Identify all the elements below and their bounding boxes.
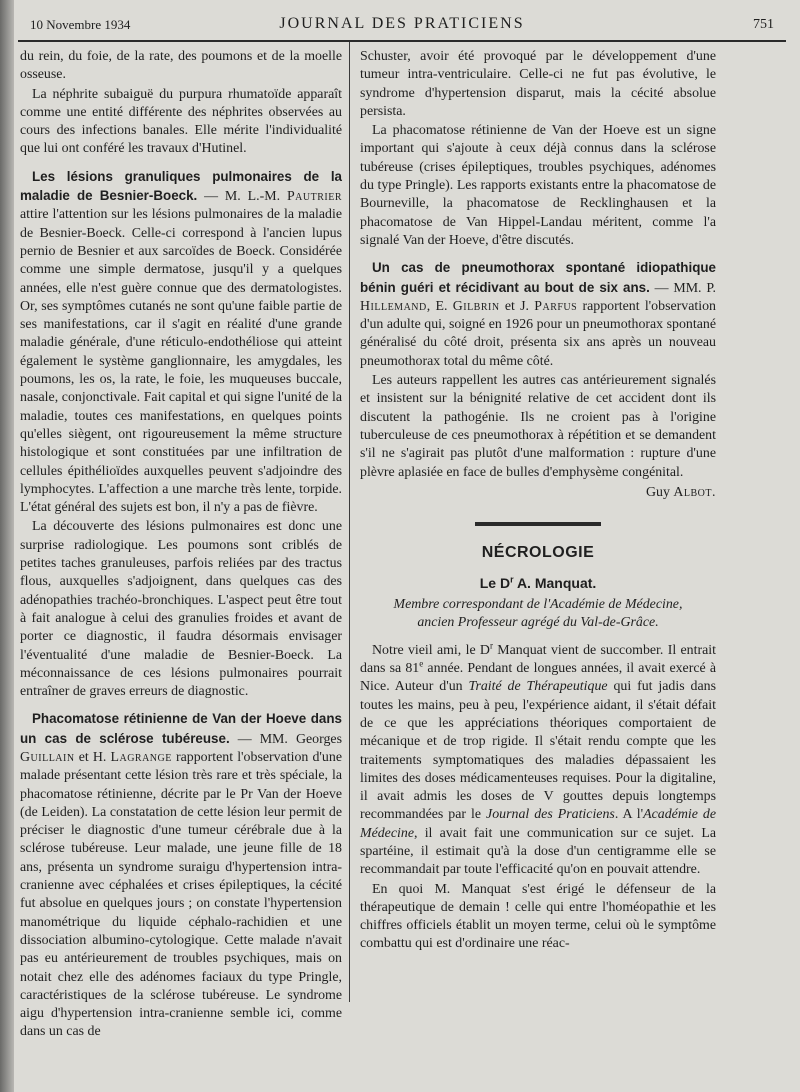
obituary-subtitle: Membre correspondant de l'Académie de Médecine, ancien Professeur agrégé du Val-de-Grâce. [393,596,683,630]
column-divider [349,42,350,1002]
article-phacomatose: Phacomatose rétinienne de Van der Hoeve dans un cas de sclérose tubéreuse. — MM. Georges Guillain et H. Lagrange rapportent l'observation d'une malade présentant cette lésion très rare et très spéciale, la phacomatose rétinienne, décrite par le Pr Van der Hoeve (de Leiden). La constatation de cette lésion leur permit de préciser le diagnostic d'une tumeur cérébrale due à la sclérose tubéreuse. Leur malade, une jeune fille de 18 ans, présenta un syndrome suraigu d'hypertension intra-cranienne avec céphalées et crises épileptiques, la cécité fut absolue en quelques jours ; on constate l'hypertension manométrique du liquide céphalo-rachidien et une dissociation albumino-cytologique. Cette malade n'avait pas eu antérieurement de troubles psychiques, mais on notait chez elle des adénomes faciaux du type Pringle, caractéristiques de la sclérose tubéreuse. Le syndrome aigu d'hypertension intra-cranienne semble ici, comme dans un cas de [20,711,342,1040]
author-name: Hillemand [360,298,427,314]
header-rule [18,40,786,42]
author-name: Guillain [20,749,75,765]
author-name: Lagrange [110,749,172,765]
article-pneumothorax: Un cas de pneumothorax spontané idiopathique bénin guéri et récidivant au bout de six ans. — MM. P. Hillemand, E. Gilbrin et J. Parfus rapportent l'observation d'un adulte qui, soigné en 1926 pour un pneumothorax spontané généralisé du côté droit, présenta six ans après un nouveau pneumothorax total du même côté. [360,260,716,369]
article-heading: Un cas de pneumothorax spontané idiopathique bénin guéri et récidivant au bout de six ans. [360,260,716,295]
page-number: 751 [753,17,774,32]
right-column [360,48,716,954]
paragraph: La découverte des lésions pulmonaires est donc une surprise radiologique. Les poumons sont criblés de petites taches granuleuses, parfois reliées par des tractus flous, auxquelles s'adjoignent, dans quelques cas des adénopathies trachéo-bronchiques. L'aspect peut être tout à fait analogue à celui des granulies froides et avant de porter ce diagnostic, il faudra désormais envisager l'éventualité d'une maladie de Besnier-Boeck. La méconnaissance de ces lésions pulmonaires pourrait entraîner de graves erreurs de diagnostic. [20,519,342,700]
obituary-paragraph: En quoi M. Manquat s'est érigé le défenseur de la thérapeutique de demain ! celle qui entre l'homéopathie et les chiffres officiels établit un moyen terme, celui où le symptôme combattu qui est d'ordinaire une réac- [360,881,716,952]
article-heading: Phacomatose rétinienne de Van der Hoeve dans un cas de sclérose tubéreuse. [20,711,342,746]
section-rule [475,522,601,526]
author-name: Pautrier [286,189,342,205]
author-name: Gilbrin [452,298,500,314]
article-besnier-boeck: Les lésions granuliques pulmonaires de la maladie de Besnier-Boeck. — M. L.-M. Pautrier attire l'attention sur les lésions pulmonaires de la maladie de Besnier-Boeck. Celle-ci correspond à l'ancien lupus pernio de Besnier et aux sarcoïdes de Boeck. Considérée comme une simple dermatose, jusqu'il y a quelques années, elle n'est guère connue que des dermatologistes. Or, ses symptômes cutanés ne sont qu'une faible partie de ses manifestations, car il s'agit en réalité d'une grande maladie générale, d'une réticulo-endothéliose qui atteint également le système ganglionnaire, les amygdales, les poumons, les os, la rate, le foie, les muqueuses buccale, nasale, conjonctivale. Fait capital et qui signe l'unité de la maladie, toutes ces manifestations, en quelques points qu'elles siègent, ont rigoureusement la même structure histologique et sont constituées par une infiltration de cellules épithélioïdes auxquelles peuvent s'adjoindre des lymphocytes. L'affection a une marche très lente, torpide. L'état général des sujets est bon, il n'y a pas de fièvre. [20,168,342,516]
necrology-heading: NÉCROLOGIE [481,544,595,562]
issue-date: 10 Novembre 1934 [30,17,131,32]
journal-title: JOURNAL DES PRATICIENS [279,15,525,32]
running-header [30,17,774,39]
binding-edge [0,0,14,1092]
article-heading: Les lésions granuliques pulmonaires de la maladie de Besnier-Boeck. [20,168,342,204]
paragraph: La phacomatose rétinienne de Van der Hoeve est un signe important qui s'ajoute à ceux déjà connus dans la sclérose tubéreuse (crises épileptiques, troubles psychiques, adénomes du type Pringle). Les rapports existants entre la phacomatose de Bourneville, la phacomatose de Recklinghausen et la phacomatose de Van Hippel-Landau méritent, comme l'a signalé Van der Hoeve, d'être discutés. [360,123,716,248]
paragraph: du rein, du foie, de la rate, des poumons et de la moelle osseuse. [20,49,342,83]
paragraph: La néphrite subaiguë du purpura rhumatoïde apparaît comme une entité différente des néphrites observées au cours des infections banales. Elle mérite l'individualité que lui ont conféré les travaux d'Hutinel. [20,86,342,157]
obituary-paragraph: Notre vieil ami, le $D^r$ Manquat vient de succomber. Il entrait dans sa 81e année. Pendant de longues années, il avait exercé à Nice. Auteur d'un Traité de Thérapeutique qui fut jadis dans toutes les mains, peu à peu, l'expérience aidant, il s'était défait de ce que les appréciations théoriques comportaient de mécanique et de trop rigide. Il s'était rendu compte que les traitements symptomatiques des maladies dépassaient les limites des doses médicamenteuses requises. Pour la digitaline, il avait admis les doses de V gouttes depuis longtemps recommandées par le Journal des Praticiens. A l'Académie de Médecine, il avait fait une communication sur ce sujet. La spartéine, il estimait qu'à la dose d'un centigramme elle se recommandait par toute l'efficacité qu'on en pouvait attendre. [360,640,716,878]
author-name: Parfus [534,298,578,314]
left-column [20,48,342,1042]
paragraph: Schuster, avoir été provoqué par le développement d'une tumeur intra-ventriculaire. Celle-ci ne fut pas évolutive, le syndrome d'hypertension disparut, mais la cécité absolue persista. [360,49,716,119]
signature: Guy Albot. [645,484,716,500]
obituary-name: Le $D^r$ A. Manquat. [479,574,597,592]
paragraph: Les auteurs rappellent les autres cas antérieurement signalés et insistent sur la bénignité relative de cet accident dont ils discutent la pathogénie. Ils ne croient pas à l'origine tuberculeuse de ces pneumothorax à répétition et se demandent s'il ne s'agirait pas plutôt d'une malformation : rupture d'une plèvre aplasiée en face de bulles d'emphysème congénital. [360,373,716,480]
